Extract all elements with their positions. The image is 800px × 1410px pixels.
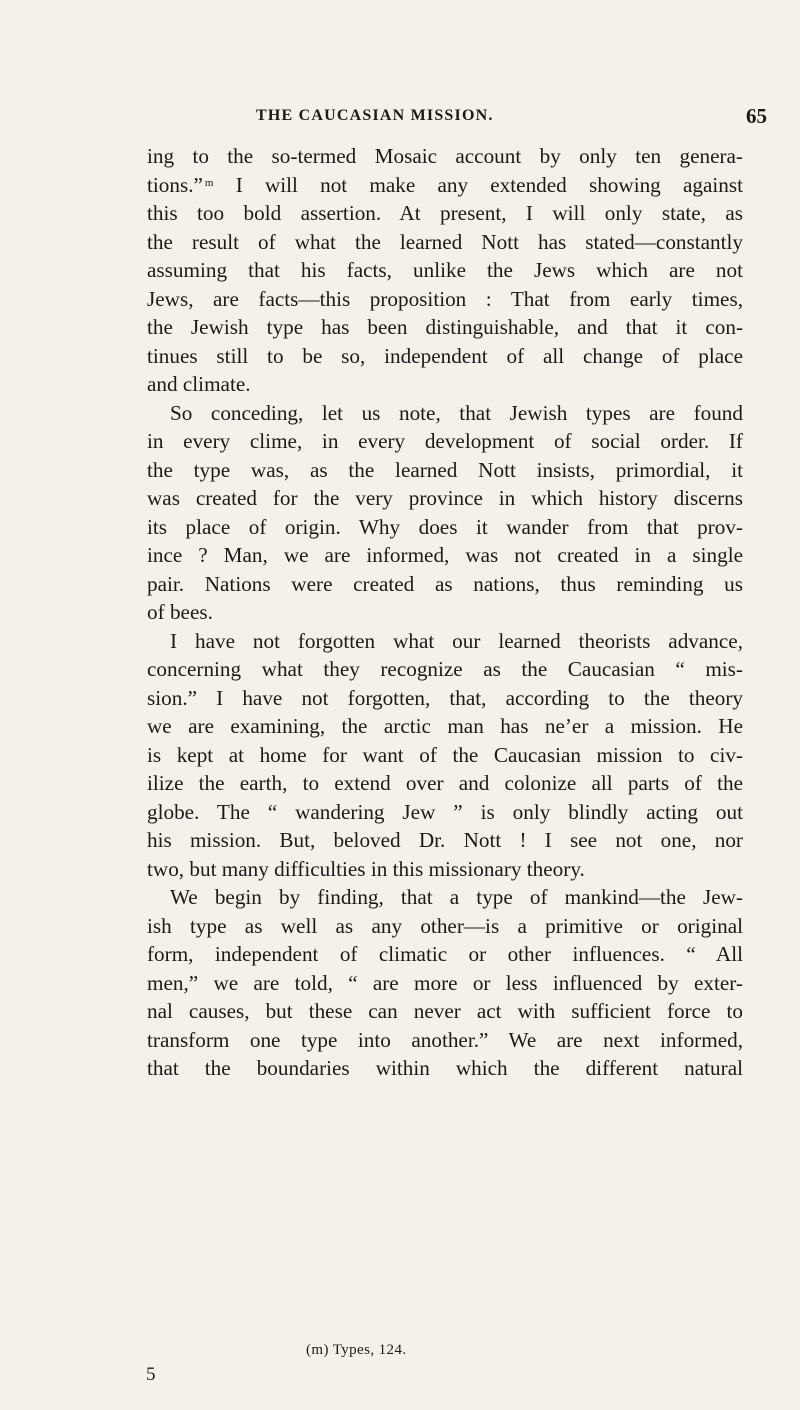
- signature-mark: 5: [146, 1364, 156, 1385]
- line-text: tinues still to be so, independent of all change of place: [147, 343, 743, 368]
- line-text: transform one type into another.” We are next informed,: [147, 1027, 743, 1052]
- line-text: ing to the so-termed Mosaic account by only ten genera-: [147, 144, 743, 168]
- line-text: ish type as well as any other—is a primitive or original: [147, 913, 743, 938]
- footnote-marker: m: [204, 176, 214, 189]
- line-text: I have not forgotten what our learned theorists advance,: [170, 628, 743, 653]
- line-text: concerning what they recognize as the Caucasian “ mis-: [147, 657, 743, 681]
- text-line: [147, 570, 743, 599]
- line-text: the type was, as the learned Nott insists, primordial, it: [147, 457, 743, 482]
- line-text-continued: I will not make any extended showing against: [213, 172, 743, 197]
- text-line: [147, 285, 743, 314]
- line-text: of bees.: [147, 600, 213, 624]
- line-text: the result of what the learned Nott has stated—constantly: [147, 229, 743, 254]
- text-line: [147, 171, 743, 200]
- text-line: [147, 655, 743, 684]
- line-text: assuming that his facts, unlike the Jews which are not: [147, 258, 743, 282]
- text-line: [147, 541, 743, 570]
- line-text: we are examining, the arctic man has ne’er a mission. He: [147, 714, 743, 738]
- text-line: [147, 370, 743, 399]
- text-line: [147, 826, 743, 855]
- text-line: [147, 912, 743, 941]
- line-text: its place of origin. Why does it wander from that prov-: [147, 514, 743, 539]
- text-line: [147, 855, 743, 884]
- running-head: THE CAUCASIAN MISSION.: [256, 107, 494, 124]
- line-text: ince ? Man, we are informed, was not created in a single: [147, 543, 743, 567]
- text-line: [147, 313, 743, 342]
- text-line: [147, 513, 743, 542]
- line-text: in every clime, in every development of social order. If: [147, 429, 743, 453]
- text-line: [147, 969, 743, 998]
- line-text: this too bold assertion. At present, I will only state, as: [147, 201, 743, 225]
- line-text: his mission. But, beloved Dr. Nott ! I see not one, nor: [147, 828, 743, 852]
- line-text: globe. The “ wandering Jew ” is only blindly acting out: [147, 799, 743, 824]
- text-line: [147, 142, 743, 171]
- line-text: nal causes, but these can never act with sufficient force to: [147, 999, 743, 1023]
- text-line: [147, 712, 743, 741]
- line-text: We begin by finding, that a type of mankind—the Jew-: [170, 885, 743, 909]
- line-text: men,” we are told, “ are more or less influenced by exter-: [147, 970, 743, 995]
- line-text: the Jewish type has been distinguishable, and that it con-: [147, 315, 743, 339]
- line-text: form, independent of climatic or other influences. “ All: [147, 942, 743, 966]
- line-text: that the boundaries within which the different natural: [147, 1056, 743, 1080]
- text-line: [147, 684, 743, 713]
- line-text: So conceding, let us note, that Jewish types are found: [170, 400, 743, 425]
- line-text: Jews, are facts—this proposition : That from early times,: [147, 286, 743, 311]
- line-text: ilize the earth, to extend over and colonize all parts of the: [147, 771, 743, 795]
- page-header: [0, 104, 800, 134]
- text-line: [147, 627, 743, 656]
- text-line: [147, 940, 743, 969]
- text-line: [147, 342, 743, 371]
- line-text: and climate.: [147, 372, 251, 396]
- text-line: [147, 769, 743, 798]
- line-text: pair. Nations were created as nations, thus reminding us: [147, 571, 743, 596]
- line-text: sion.” I have not forgotten, that, according to the theory: [147, 685, 743, 710]
- text-line: [147, 997, 743, 1026]
- text-line: [147, 399, 743, 428]
- text-line: [147, 456, 743, 485]
- text-line: [147, 256, 743, 285]
- text-line: [147, 228, 743, 257]
- text-line: [147, 798, 743, 827]
- text-line: [147, 598, 743, 627]
- line-text: was created for the very province in which history discerns: [147, 486, 743, 510]
- text-line: [147, 199, 743, 228]
- text-line: [147, 883, 743, 912]
- text-line: [147, 1026, 743, 1055]
- text-line: [147, 427, 743, 456]
- page-number: 65: [746, 104, 767, 128]
- footnote: (m) Types, 124.: [306, 1342, 407, 1358]
- line-text: two, but many difficulties in this missionary theory.: [147, 856, 585, 881]
- text-line: [147, 1054, 743, 1083]
- text-line: [147, 484, 743, 513]
- line-text: is kept at home for want of the Caucasian mission to civ-: [147, 742, 743, 767]
- line-text: tions.”: [147, 172, 203, 197]
- text-line: [147, 741, 743, 770]
- body-text: [147, 142, 743, 1083]
